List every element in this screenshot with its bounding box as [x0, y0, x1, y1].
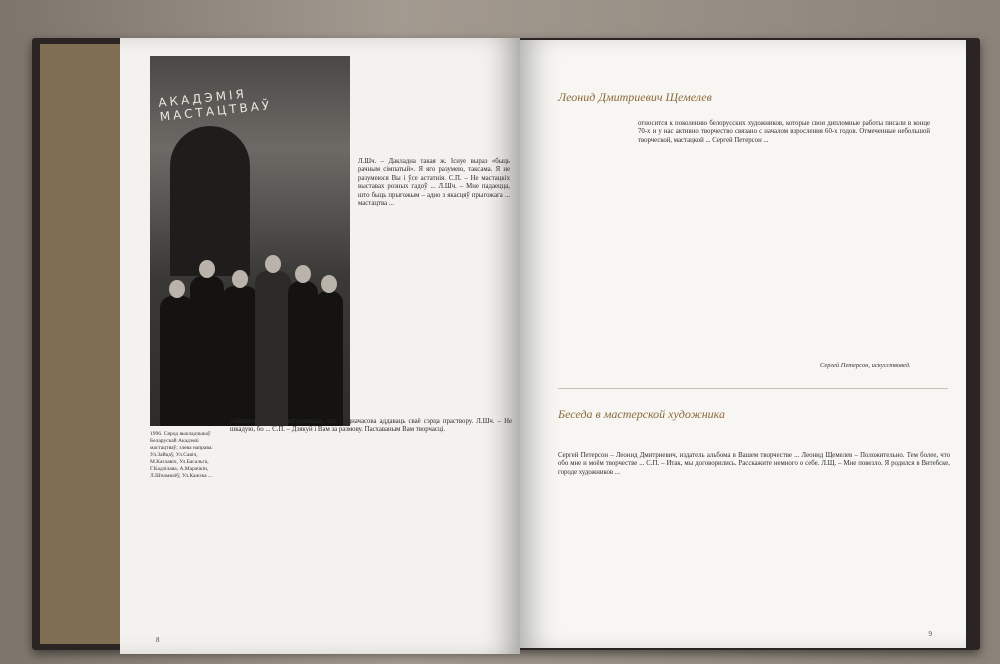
left-page-number: 8: [156, 636, 160, 644]
author-title: Леонид Дмитриевич Щемелев: [558, 90, 712, 104]
signature: Сергей Петерсон, искусствовед.: [820, 362, 911, 369]
left-text-top: Л.Шч. – Дакладна такая ж. Існуе выраз «быць рачным сімпатый». Я яго разумею, таксама. Я не разумеюся Вы і ўсе астатнія. С.П. – Не мастацкіх выставах розных гадоў ... Л.Шч. – Мне падаецца, што быць прыгожым – адно з якасцяў прыгожага ... мастацтва ...: [358, 158, 510, 208]
group-photo: [150, 56, 350, 426]
left-page: [120, 38, 520, 654]
interview-text: Сергей Петерсон – Леонид Дмитриевич, издатель альбома в Вашем творчестве ... Леонид Щемелев – Положительно. Тем более, что обо мне и моём творчестве ... С.П. – Итак, мы договорились. Расскажите немного о себе. Л.Щ. – Мне повезло. Я родился в Витебске, городе художников ...: [558, 452, 950, 476]
people-group: [160, 246, 345, 426]
right-page-number: 9: [928, 630, 932, 638]
right-page: [520, 40, 966, 648]
endpaper: [40, 44, 132, 644]
section-heading: Беседа в мастерской художника: [558, 407, 725, 421]
intro-text: относится к поколению белорусских художников, которые свои дипломные работы писали в конце 70-х и у нас активно творчество связано с началом взросления 60-х годов. Отмеченные небольшой творческой, мастацкой ... Сергей Петерсон ...: [638, 120, 930, 144]
photo-caption: 1996. Сярод выкладчыкаў Беларускай Акадэміі мастацтваў; злева направа: Ул.Зайцаў, Ул.Савіч, М.Казлавіч, Ул.Басальга, Г.Кадзілава, А.Марачкін, Л.Шчамялёў, Ул.Кажэка ...: [150, 431, 213, 479]
left-text-bottom: забяспечыць сябе матэрыяльна, але і адначасова аддаваць сваё сэрца праствору. Л.Шч. – Не шкадую, бо ... С.П. – Дзякуй і Вам за размову. Пасхаваным Вам творчасці.: [230, 418, 512, 434]
divider: [558, 388, 948, 389]
academy-sign: АКАДЭМІЯ МАСТАЦТВАЎ: [157, 86, 273, 124]
